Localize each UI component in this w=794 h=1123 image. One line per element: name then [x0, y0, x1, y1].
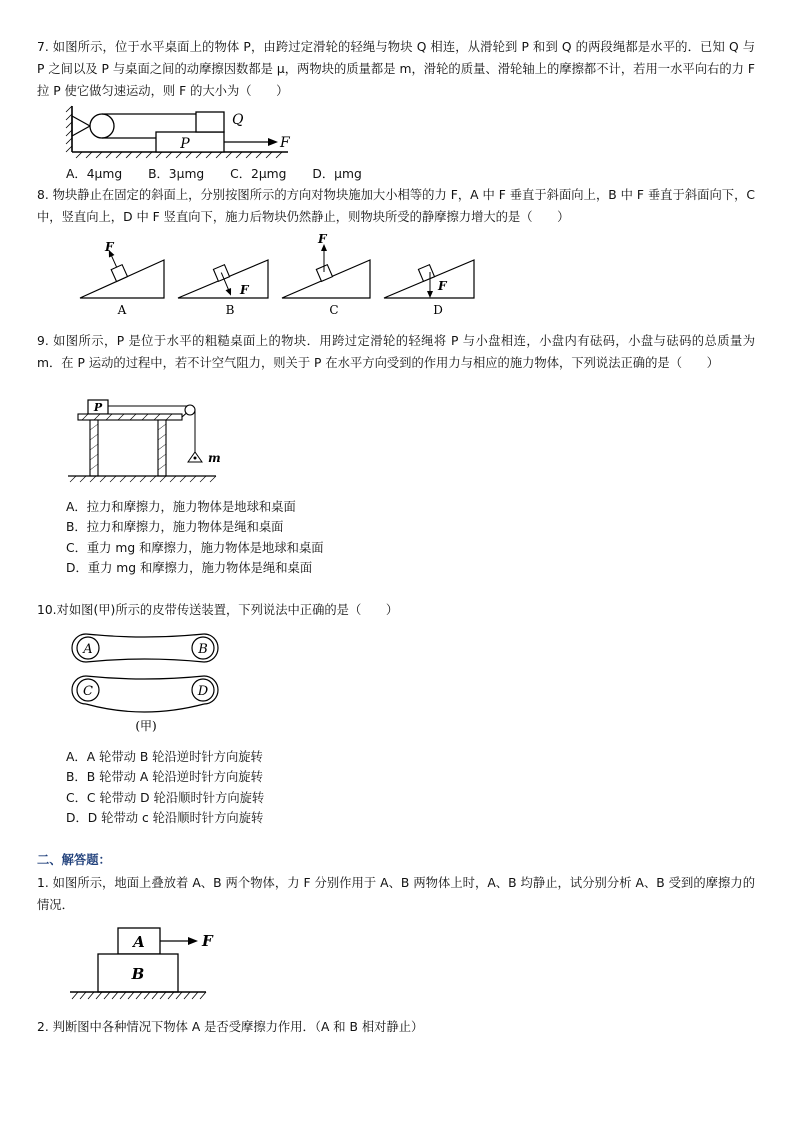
q10-option-d[interactable]: D．D 轮带动 c 轮沿顺时针方向旋转: [66, 811, 264, 825]
wheel-a-label: A: [83, 642, 93, 657]
option-c[interactable]: C．2μmg: [230, 167, 287, 181]
q10-option-b[interactable]: B．B 轮带动 A 轮沿逆时针方向旋转: [66, 770, 263, 784]
panel-label: A: [117, 303, 127, 317]
question-10-text: 10.对如图(甲)所示的皮带传送装置，下列说法中正确的是（ ）: [37, 603, 399, 617]
question-7-text: 7. 如图所示，位于水平桌面上的物体 P，由跨过定滑轮的轻绳与物块 Q 相连，从滑轮到 P 和到 Q 的两段绳都是水平的．已知 Q 与 P 之间以及 P 与桌面之间的动摩擦因数都是 μ，两物块的质量都是 m，滑轮的质量、滑轮轴上的摩擦都不计，若用一水平向右的力 F 拉 P 使它做匀速运动，则 F 的大小为（ ）: [37, 40, 755, 98]
label-b: B: [131, 965, 145, 983]
section2-q2-text: 2. 判断图中各种情况下物体 A 是否受摩擦力作用．（A 和 B 相对静止）: [37, 1020, 424, 1034]
wheel-b-label: B: [198, 642, 208, 657]
question-9-figure: [66, 396, 236, 486]
incline-panel-d: [384, 260, 474, 317]
panel-label: B: [225, 303, 235, 317]
question-8-text: 8. 物块静止在固定的斜面上，分别按图所示的方向对物块施加大小相等的力 F，A 中 F 垂直于斜面向上，B 中 F 垂直于斜面向下，C 中，竖直向上，D 中 F 竖直向下，施力后物块仍然静止，则物块所受的静摩擦力增大的是（ ）: [37, 188, 755, 224]
q10-option-a[interactable]: A．A 轮带动 B 轮沿逆时针方向旋转: [66, 750, 263, 764]
label-q: Q: [232, 112, 244, 128]
section2-q1-figure: [70, 924, 240, 1008]
wheel-c-label: C: [83, 684, 93, 699]
label-f: F: [280, 135, 290, 151]
q9-option-a[interactable]: A．拉力和摩擦力，施力物体是地球和桌面: [66, 500, 296, 514]
label-a: A: [133, 933, 145, 951]
force-label: F: [318, 232, 327, 246]
section2-q1-text: 1. 如图所示，地面上叠放着 A、B 两个物体，力 F 分别作用于 A、B 两物体上时，A、B 均静止，试分别分析 A、B 受到的摩擦力的情况．: [37, 876, 755, 912]
label-m: m: [208, 451, 221, 465]
panel-label: D: [433, 303, 443, 317]
label-p: P: [93, 401, 103, 414]
force-label: F: [438, 279, 447, 293]
q10-option-c[interactable]: C．C 轮带动 D 轮沿顺时针方向旋转: [66, 791, 265, 805]
section-title: 二、解答题：: [37, 853, 111, 867]
wheel-d-label: D: [197, 684, 209, 699]
question-7-figure: [66, 104, 306, 160]
option-d[interactable]: D．μmg: [312, 167, 362, 181]
question-7-options: [66, 164, 384, 184]
question-10-figure: [72, 630, 232, 742]
q9-option-c[interactable]: C．重力 mg 和摩擦力，施力物体是地球和桌面: [66, 541, 324, 555]
figure-caption: (甲): [135, 719, 157, 733]
q9-option-d[interactable]: D．重力 mg 和摩擦力，施力物体是绳和桌面: [66, 561, 313, 575]
incline-panel-c: [282, 232, 370, 317]
question-9-text: 9. 如图所示，P 是位于水平的粗糙桌面上的物块．用跨过定滑轮的轻绳将 P 与小盘相连，小盘内有砝码，小盘与砝码的总质量为 m．在 P 运动的过程中，若不计空气阻力，则关于 P 在水平方向受到的作用力与相应的施力物体，下列说法正确的是（ ）: [37, 334, 755, 370]
incline-panel-a: [80, 240, 164, 317]
label-p: P: [180, 136, 190, 152]
label-f: F: [202, 932, 213, 950]
incline-panel-b: [178, 260, 268, 317]
force-label: F: [240, 283, 249, 297]
question-8-figure: [78, 234, 478, 318]
force-label: F: [105, 240, 114, 254]
q9-option-b[interactable]: B．拉力和摩擦力，施力物体是绳和桌面: [66, 520, 284, 534]
option-b[interactable]: B．3μmg: [148, 167, 205, 181]
option-a[interactable]: A．4μmg: [66, 167, 123, 181]
panel-label: C: [329, 303, 339, 317]
